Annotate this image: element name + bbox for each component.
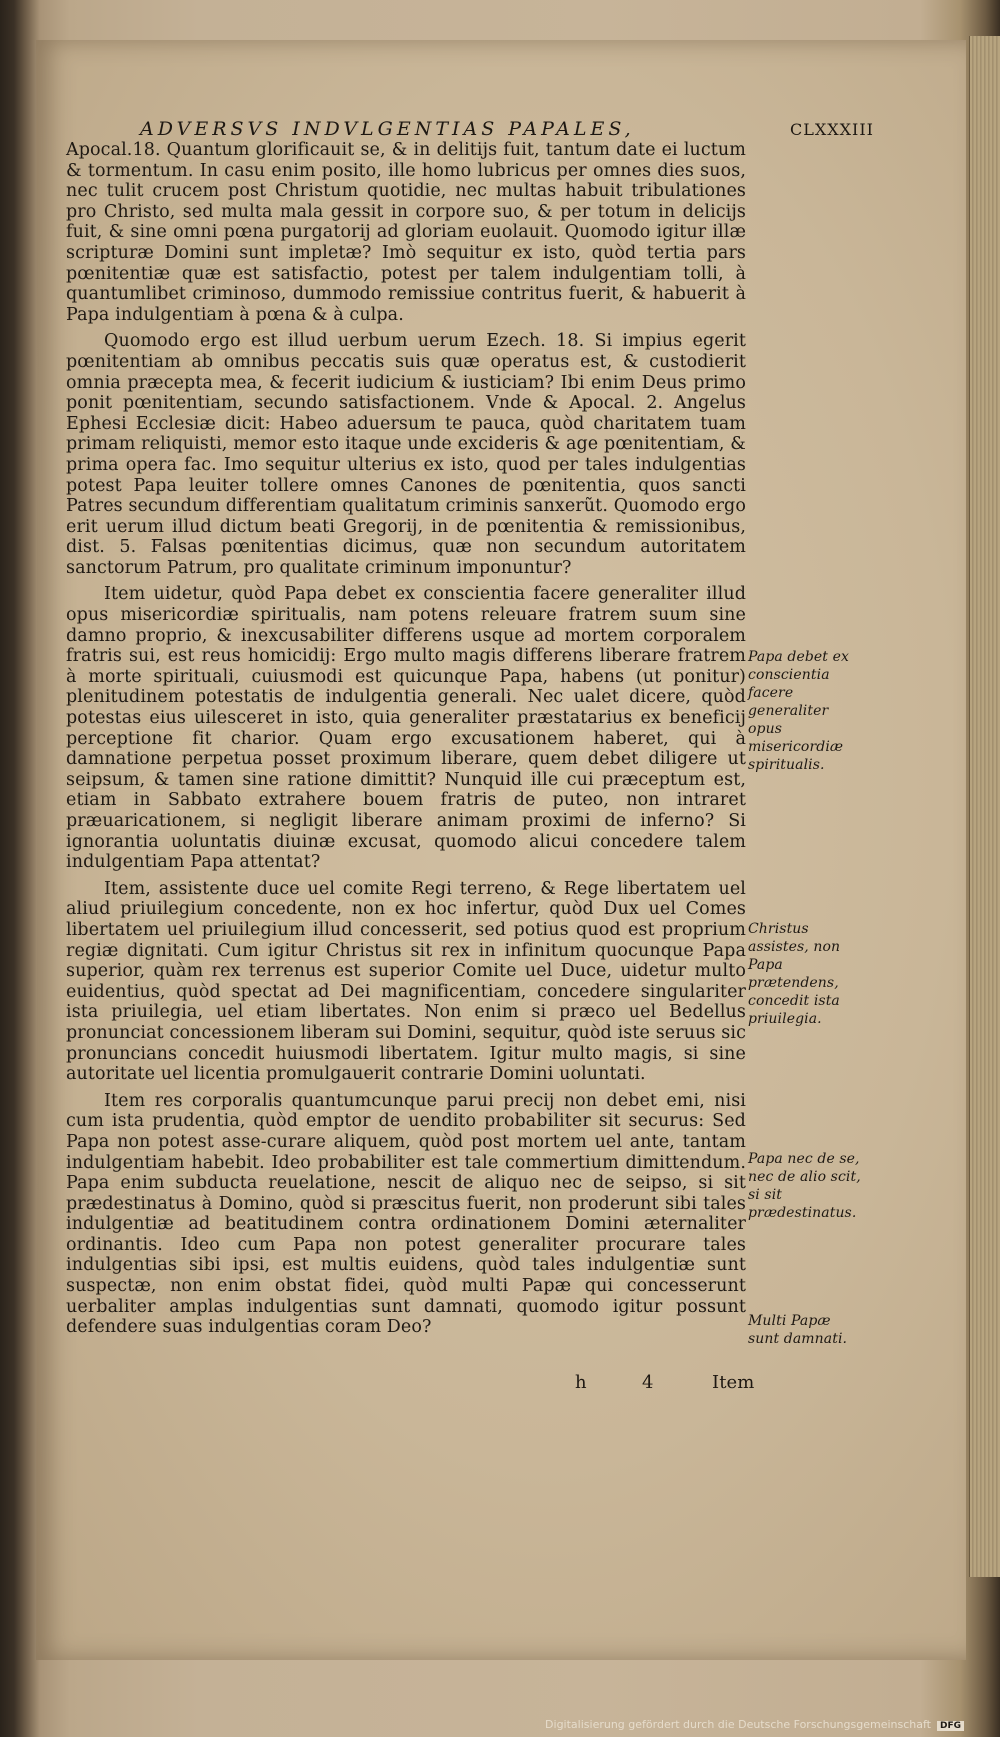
paragraph-2: Quomodo ergo est illud uerbum uerum Ezech. 18. Si impius egerit pœnitentiam ab omnibus peccatis suis quæ operatus est, & custodierit omnia præcepta mea, & fecerit iudicium & iusticiam? Ibi enim Deus primo ponit pœnitentiam, secundo satisfactionem. Vnde & Apocal. 2. Angelus Ephesi Ecclesiæ dicit: Habeo aduersum te pauca, quòd charitatem tuam primam reliquisti, memor esto itaque unde excideris & age pœnitentiam, & prima opera fac. Imo sequitur ulterius ex isto, quod per tales indulgentias potest Papa leuiter tollere omnes Canones de pœnitentia, quos sancti Patres secundum differentiam qualitatum criminis sanxerũt. Quomodo ergo erit uerum illud dictum beati Gregorij, in de pœnitentia & remissionibus, dist. 5. Falsas pœnitentias dicimus, quæ non secundum autoritatem sanctorum Patrum, pro qualitate criminum imponuntur? bbox=[66, 331, 746, 578]
marginal-note-2: Christus assistes, non Papa prætendens, concedit ista priuilegia. bbox=[748, 921, 841, 1027]
credit-text: Digitalisierung gefördert durch die Deutsche Forschungsgemeinschaft bbox=[545, 1718, 931, 1731]
signature-number: 4 bbox=[642, 1372, 654, 1393]
marginal-note-4: Multi Papæ sunt damnati. bbox=[748, 1313, 848, 1347]
catchword: Item bbox=[712, 1372, 755, 1393]
marginal-note-1: Papa debet ex conscientia facere generaliter opus misericordiæ spiritualis. bbox=[748, 649, 849, 773]
marginal-note-3: Papa nec de se, nec de alio scit, si sit prædestinatus. bbox=[748, 1151, 861, 1221]
folio-number: CLXXXIII bbox=[790, 120, 874, 139]
signature-mark: h bbox=[575, 1372, 587, 1393]
paragraph-3: Item uidetur, quòd Papa debet ex conscientia facere generaliter illud opus misericordiæ spiritualis, nam potens releuare fratrem suum sine damno proprio, & inexcusabiliter differens usque ad mortem corporalem fratris sui, est reus homicidij: Ergo multo magis differens liberare fratrem à morte spirituali, cuiusmodi est quicunque Papa, habens (ut ponitur) plenitudinem potestatis de indulgentia generali. Nec ualet dicere, quòd potestas eius uilesceret in isto, quia generaliter præstatarius ex beneficij perceptione fit charior. Quam ergo excusationem haberet, qui à damnatione perpetua posset proximum liberare, quem debet diligere ut seipsum, & tamen sine ratione dimittit? Nunquid ille cui præceptum est, etiam in Sabbato extrahere bouem fratris de puteo, non intraret præuaricationem, si negligit liberare animam proximi de inferno? Si ignorantia uoluntatis diuinæ excusat, quomodo alicui concedere talem indulgentiam Papa attentat? bbox=[66, 584, 746, 873]
paragraph-5: Item res corporalis quantumcunque parui precij non debet emi, nisi cum ista prudentia, quòd emptor de uendito probabiliter sit securus: Sed Papa non potest asse-curare aliquem, quòd post mortem uel ante, tantam indulgentiam habebit. Ideo probabiliter est tale commertium dimittendum. Papa enim subducta reuelatione, nescit de aliquo nec de seipso, si sit prædestinatus à Domino, quòd si præscitus fuerit, non proderunt sibi tales indulgentiæ ad beatitudinem contra ordinationem Domini æternaliter ordinantis. Ideo cum Papa non potest generaliter procurare tales indulgentias sibi ipsi, est multis euidens, quòd tales indulgentiæ sunt suspectæ, non enim obstat fidei, quòd multi Papæ qui concesserunt uerbaliter amplas indulgentias sunt damnati, quomodo igitur possunt defendere suas indulgentias coram Deo? bbox=[66, 1090, 746, 1338]
dfg-logo: DFG bbox=[937, 1721, 964, 1731]
paragraph-1: Apocal.18. Quantum glorificauit se, & in delitijs fuit, tantum date ei luctum & tormentum. In casu enim posito, ille homo lubricus per omnes dies suos, nec tulit crucem post Christum quotidie, nec multas habuit tribulationes pro Christo, sed multa mala gessit in corpore suo, & per totum in delicijs fuit, & sine omni pœna purgatorij ad gloriam euolauit. Quomodo igitur illæ scripturæ Domini sunt impletæ? Imò sequitur ex isto, quòd tertia pars pœnitentiæ quæ est satisfactio, potest per talem indulgentiam tolli, à quantumlibet criminoso, dummodo remissiue contritus fuerit, & habuerit à Papa indulgentiam à pœna & à culpa. bbox=[66, 140, 746, 325]
page-edges bbox=[969, 36, 1000, 1577]
digitization-credit bbox=[545, 1718, 964, 1731]
paragraph-4: Item, assistente duce uel comite Regi terreno, & Rege libertatem uel aliud priuilegium concedente, non ex hoc infertur, quòd Dux uel Comes libertatem uel priuilegium illud concesserit, sed potius quod est proprium regiæ dignitati. Cum igitur Christus sit rex in infinitum quocunque Papa superior, quàm rex terrenus est superior Comite uel Duce, uidetur multo euidentius, quòd spectat ad Dei magnificentiam, concedere singulariter ista priuilegia, uel etiam libertates. Non enim si præco uel Bedellus pronunciat concessionem liberam sui Domini, sequitur, quòd iste seruus sic pronuncians concedit huiusmodi libertatem. Igitur multo magis, si sine autoritate uel licentia promulgauerit contrarie Domini uoluntati. bbox=[66, 878, 746, 1085]
running-head: ADVERSVS INDVLGENTIAS PAPALES, bbox=[140, 118, 635, 140]
main-text-block bbox=[66, 140, 746, 1344]
